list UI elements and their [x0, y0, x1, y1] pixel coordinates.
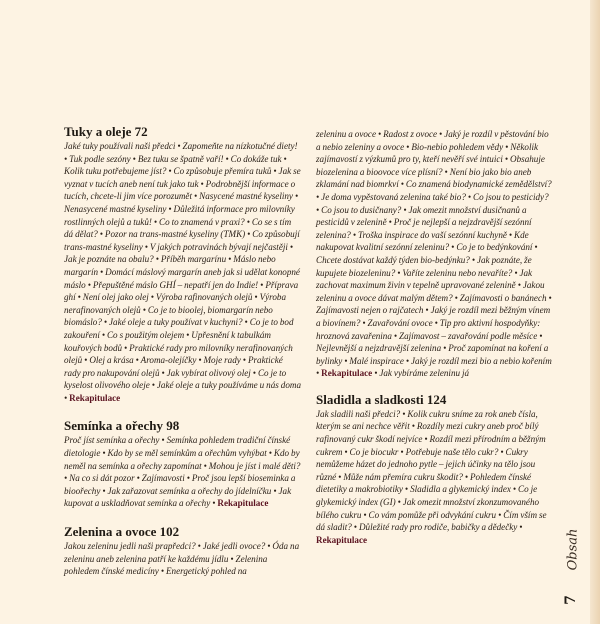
- side-marker: [562, 520, 586, 620]
- recap-label: Rekapitulace: [321, 368, 373, 379]
- section-text: Proč jíst semínka a ořechy • Semínka pohledem tradiční čínské dietologie • Kdo by se měl semínkům a ořechům vyhýbat • Kdo by neměl na semínka a ořechy zapomínat • Mohou je jíst i malé děti? • Na co si dát pozor • Zajímavosti • Proč jsou lepší bioseminka a bioořechy • Jak zařazovat semínka a ořechy do jídelníčku • Jak kupovat a uskladňovat semínka a ořechy •: [64, 435, 301, 509]
- section-zelenina-continued: [316, 128, 552, 380]
- section-text: Jakou zeleninu jedli naši prapředci? • Jaké jedli ovoce? • Óda na zeleninu aneb zelenina patří ke každému jídlu • Zelenina pohledem čínské medicíny • Energetický pohled na: [64, 541, 300, 577]
- page-edge: [590, 0, 600, 624]
- section-text: Jaké tuky používali naši předci • Zapomeňte na nízkotučné diety! • Tuk podle sezóny • Bez tuku se špatně vaří! • Co dokáže tuk • Kolik tuku potřebujeme jíst? • Co způsobuje přemíra tuků • Jak se vyznat v tucích aneb není tuk jako tuk • Podrobnější informace o tucích, chcete-li jim více porozumět • Nasycené mastné kyseliny • Nenasycené mastné kyseliny • Důležitá informace pro milovníky rostlinných olejů a tuků! • Co to znamená v praxi? • Co se s tím dá dělat? • Pozor na trans-mastné kyseliny (TMK) • Co způsobují trans-mastné kyseliny • V jakých potravinách bývají nejčastěji • Jak je poznáte na obalu? • Příběh margarínu • Máslo nebo margarín • Domácí máslový margarín aneb jak si udělat konopné máslo • Přepuštěné máslo GHÍ – nepatří jen do Indie! • Příprava ghí • Není olej jako olej • Výroba rafinovaných olejů • Výroba nerafinovaných olejů • Co je to bioolej, biomargarín nebo biomáslo? • Jaké oleje a tuky používat v kuchyni? • Co je to bod zakouření • Co s použitým olejem • Upřesnění k tabulkám kouřových bodů • Praktické rady pro milovníky nerafinovaných olejů • Olej a krása • Aroma-olejíčky • Moje rady • Praktické rady pro nakupování olejů • Jak vybírat olivový olej • Co je to kyselost olivového oleje • Jaké oleje a tuky používáme u nás doma •: [64, 141, 302, 403]
- section-body: [316, 408, 552, 547]
- section-title: Semínka a ořechy 98: [64, 418, 180, 434]
- page-number: 7: [562, 595, 579, 605]
- recap-label: Rekapitulace: [69, 392, 121, 403]
- section-seminka: [64, 418, 301, 510]
- section-body: [64, 434, 301, 510]
- section-body: [64, 540, 301, 578]
- section-body: [64, 140, 301, 404]
- recap-label: Rekapitulace: [316, 534, 368, 545]
- left-column: [64, 124, 301, 578]
- section-tail: • Jak vybíráme zeleninu já: [374, 368, 470, 379]
- section-body: [316, 128, 552, 380]
- section-title: Tuky a oleje 72: [64, 124, 148, 139]
- side-label: Obsah: [565, 528, 581, 571]
- section-tuky: [64, 124, 301, 404]
- section-zelenina: [64, 524, 301, 578]
- section-title: Zelenina a ovoce 102: [64, 524, 180, 540]
- section-sladidla: [316, 392, 552, 547]
- section-text: Jak sladili naši předci? • Kolik cukru sníme za rok aneb čísla, kterým se ani nechce věřit • Rozdíly mezi cukry aneb proč bílý rafinovaný cukr škodí nejvíce • Rozdíl mezi přírodním a běžným cukrem • Co je biocukr • Potřebuje naše tělo cukr? • Cukry nemůžeme házet do jednoho pytle – jejich účinky na tělo jsou různé • Může nám přemíra cukru škodit? • Pohledem čínské dietetiky a makrobiotiky • Sladidla a glykemický index • Co je glykemický index (GI) • Jak omezit množství zkonzumovaného bílého cukru • Co vám pomůže při odvykání cukru • Čím vším se dá sladit? • Důležité rady pro rodiče, babičky a dědečky •: [316, 408, 547, 533]
- recap-label: Rekapitulace: [217, 498, 269, 509]
- section-title: Sladidla a sladkosti 124: [316, 391, 447, 407]
- section-text: zeleninu a ovoce • Radost z ovoce • Jaký je rozdíl v pěstování bio a nebio zeleniny a ovoce • Bio-nebio pohledem vědy • Několik zajímavostí z výzkumů pro ty, kteří nevěří své intuici • Obsahuje biozelenina a bioovoce více plísní? • Není bio jako bio aneb zklamání nad biomrkví • Co znamená biodynamické zemědělství? • Je doma vypěstovaná zelenina také bio? • Co jsou to pesticidy? • Co jsou to dusičnany? • Jak omezit množství dusičnanů a pesticidů v zelenině • Proč je nejlepší a nejzdravější sezónní zelenina? • Troška inspirace do vaší sezónní kuchyně • Kde nakupovat kvalitní sezónní zeleninu? • Co je to bedýnkování • Chcete dostávat každý týden bio-bedýnku? • Jak poznáte, že kupujete biozeleninu? • Vaříte zeleninu nebo nevaříte? • Jak zachovat maximum živin v tepelně upravované zelenině • Jakou zeleninu a ovoce dávat malým dětem? • Zajímavosti o banánech • Zajímavosti nejen o rajčatech • Jaký je rozdíl mezi běžným vínem a biovínem? • Zavařování ovoce • Tip pro aktivní hospodyňky: hroznová zavařenina • Zajímavost – zavařování podle měsíce • Nejlevnější a nejzdravější zelenina • Proč zapomínat na koření a bylinky • Malé inspirace • Jaký je rozdíl mezi bio a nebio kořením •: [316, 129, 552, 379]
- right-column: [316, 128, 552, 546]
